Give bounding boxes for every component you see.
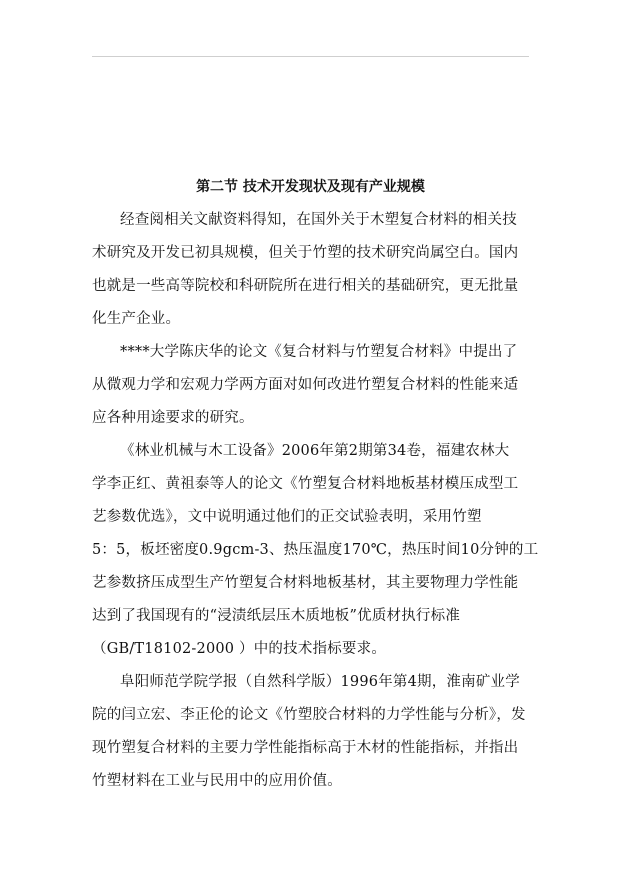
- paragraph-3-line-1: 《林业机械与木工设备》2006年第2期第34卷，福建农林大: [120, 443, 510, 459]
- paragraph-3-line-2: 学李正红、黄祖泰等人的论文《竹塑复合材料地板基材模压成型工: [92, 476, 519, 492]
- paragraph-2-line-1: ****大学陈庆华的论文《复合材料与竹塑复合材料》中提出了: [120, 344, 518, 360]
- paragraph-4-line-1: 阜阳师范学院学报（自然科学版）1996年第4期，淮南矿业学: [120, 674, 520, 690]
- header-rule: [92, 56, 529, 57]
- section-title: 第二节 技术开发现状及现有产业规模: [196, 179, 425, 195]
- paragraph-1-line-1: 经查阅相关文献资料得知，在国外关于木塑复合材料的相关技: [120, 212, 517, 228]
- paragraph-4-line-2: 院的闫立宏、李正伦的论文《竹塑胶合材料的力学性能与分析》，发: [92, 707, 526, 723]
- paragraph-3-line-7: （GB/T18102-2000 ）中的技术指标要求。: [92, 641, 387, 657]
- paragraph-3-line-5: 艺参数挤压成型生产竹塑复合材料地板基材，其主要物理力学性能: [92, 575, 519, 591]
- paragraph-1-line-3: 也就是一些高等院校和科研院所在进行相关的基础研究，更无批量: [92, 278, 519, 294]
- paragraph-1-line-4: 化生产企业。: [92, 311, 181, 327]
- paragraph-1-line-2: 术研究及开发已初具规模，但关于竹塑的技术研究尚属空白。国内: [92, 245, 519, 261]
- paragraph-2-line-3: 应各种用途要求的研究。: [92, 410, 254, 426]
- paragraph-3-line-4: 5：5，板坯密度0.9gcm-3、热压温度170℃，热压时间10分钟的工: [92, 542, 539, 558]
- paragraph-4-line-4: 竹塑材料在工业与民用中的应用价值。: [92, 773, 342, 789]
- paragraph-2-line-2: 从微观力学和宏观力学两方面对如何改进竹塑复合材料的性能来适: [92, 377, 519, 393]
- paragraph-4-line-3: 现竹塑复合材料的主要力学性能指标高于木材的性能指标，并指出: [92, 740, 519, 756]
- paragraph-3-line-6: 达到了我国现有的“浸渍纸层压木质地板”优质材执行标准: [92, 608, 461, 624]
- paragraph-3-line-3: 艺参数优选》，文中说明通过他们的正交试验表明，采用竹塑: [92, 509, 482, 525]
